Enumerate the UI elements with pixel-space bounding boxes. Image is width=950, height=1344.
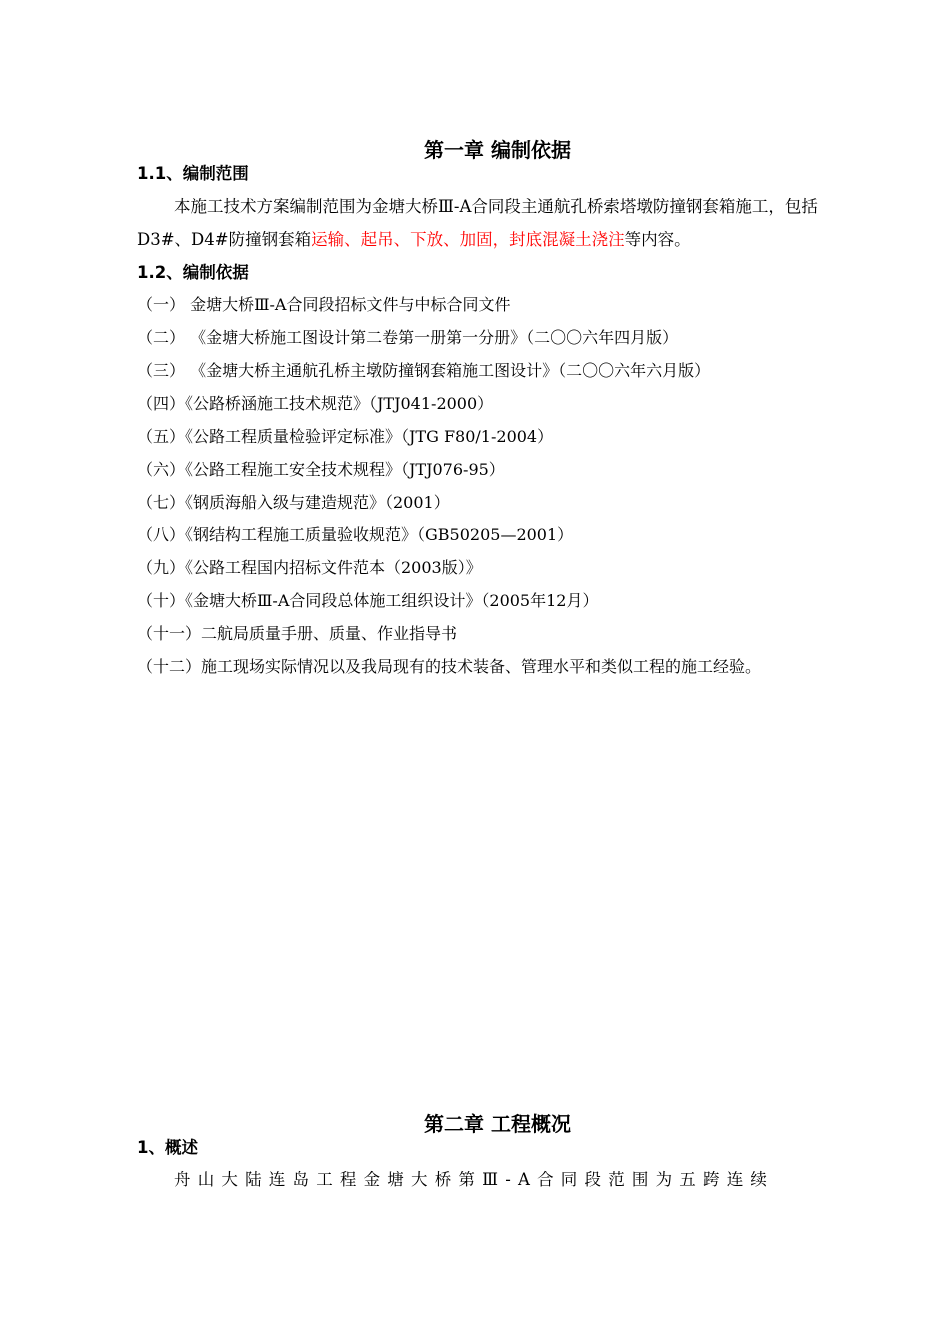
reference-item: （七）《钢质海船入级与建造规范》（2001） [137, 493, 450, 512]
reference-item: （十）《金塘大桥Ⅲ-A合同段总体施工组织设计》（2005年12月） [137, 591, 599, 610]
section-2-1-heading: 1、概述 [137, 1138, 198, 1157]
reference-item: （三） 《金塘大桥主通航孔桥主墩防撞钢套箱施工图设计》（二〇〇六年六月版） [137, 361, 711, 380]
reference-item: （六）《公路工程施工安全技术规程》（JTJ076-95） [137, 460, 505, 479]
section-1-1-heading: 1.1、编制范围 [137, 164, 249, 183]
overview-paragraph: 舟山大陆连岛工程金塘大桥第Ⅲ-A合同段范围为五跨连续 [174, 1170, 775, 1189]
reference-item: （九）《公路工程国内招标文件范本（2003版）》 [137, 558, 482, 577]
reference-item: （一） 金塘大桥Ⅲ-A合同段招标文件与中标合同文件 [137, 295, 511, 314]
reference-item: （五）《公路工程质量检验评定标准》（JTG F80/1-2004） [137, 427, 554, 446]
chapter-2-title: 第二章 工程概况 [424, 1112, 571, 1136]
reference-item: （二） 《金塘大桥施工图设计第二卷第一册第一分册》（二〇〇六年四月版） [137, 328, 679, 347]
reference-item: （八）《钢结构工程施工质量验收规范》（GB50205—2001） [137, 525, 574, 544]
reference-item: （四）《公路桥涵施工技术规范》（JTJ041-2000） [137, 394, 494, 413]
section-1-1-paragraph [137, 190, 859, 256]
reference-item: （十二）施工现场实际情况以及我局现有的技术装备、管理水平和类似工程的施工经验。 [137, 657, 762, 676]
reference-item: （十一）二航局质量手册、质量、作业指导书 [137, 624, 458, 643]
scope-text-start: 本施工技术方案编制范围为金塘大桥Ⅲ-A合同段主通航孔桥索塔墩防撞钢套箱施工，包括D3#、D4#防撞钢套箱 [137, 197, 818, 249]
scope-text-end: 等内容。 [624, 230, 691, 249]
chapter-1-title: 第一章 编制依据 [424, 138, 571, 162]
section-1-2-heading: 1.2、编制依据 [137, 263, 249, 282]
scope-text-highlight: 运输、起吊、下放、加固，封底混凝土浇注 [311, 230, 625, 249]
